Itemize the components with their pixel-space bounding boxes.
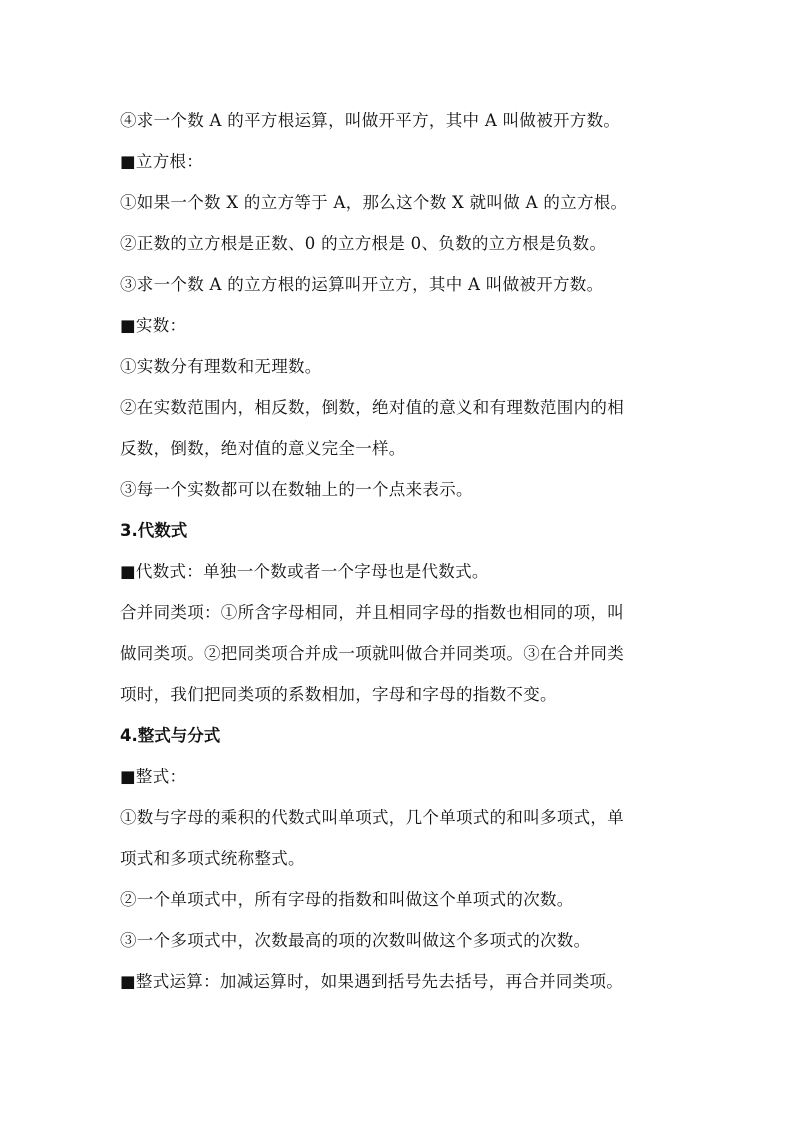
section-label-cube-root: ■立方根：	[120, 152, 204, 171]
section-heading-algebraic-expressions: 3.代数式	[120, 521, 188, 540]
text-line: ①数与字母的乘积的代数式叫单项式，几个单项式的和叫多项式，单	[120, 808, 624, 827]
text-line: ■整式运算：加减运算时，如果遇到括号先去括号，再合并同类项。	[120, 972, 624, 991]
text-line: 反数，倒数，绝对值的意义完全一样。	[120, 439, 406, 458]
text-line: ■代数式：单独一个数或者一个字母也是代数式。	[120, 562, 489, 581]
text-line: ④求一个数 A 的平方根运算，叫做开平方，其中 A 叫做被开方数。	[120, 111, 621, 130]
text-line: 项式和多项式统称整式。	[120, 849, 305, 868]
text-line: ②正数的立方根是正数、0 的立方根是 0、负数的立方根是负数。	[120, 234, 607, 253]
text-line: ①如果一个数 X 的立方等于 A，那么这个数 X 就叫做 A 的立方根。	[120, 193, 628, 212]
section-heading-polynomials-fractions: 4.整式与分式	[120, 726, 221, 745]
text-line: ③求一个数 A 的立方根的运算叫开立方，其中 A 叫做被开方数。	[120, 275, 604, 294]
text-line: 做同类项。②把同类项合并成一项就叫做合并同类项。③在合并同类	[120, 644, 624, 663]
text-line: ②在实数范围内，相反数，倒数，绝对值的意义和有理数范围内的相	[120, 398, 624, 417]
text-line: ③每一个实数都可以在数轴上的一个点来表示。	[120, 480, 473, 499]
document-page	[120, 100, 680, 1002]
text-line: 项时，我们把同类项的系数相加，字母和字母的指数不变。	[120, 685, 557, 704]
text-line: 合并同类项：①所含字母相同，并且相同字母的指数也相同的项，叫	[120, 603, 624, 622]
section-label-real-numbers: ■实数：	[120, 316, 187, 335]
text-line: ③一个多项式中，次数最高的项的次数叫做这个多项式的次数。	[120, 931, 591, 950]
section-label-polynomials: ■整式：	[120, 767, 187, 786]
text-line: ①实数分有理数和无理数。	[120, 357, 322, 376]
text-line: ②一个单项式中，所有字母的指数和叫做这个单项式的次数。	[120, 890, 574, 909]
